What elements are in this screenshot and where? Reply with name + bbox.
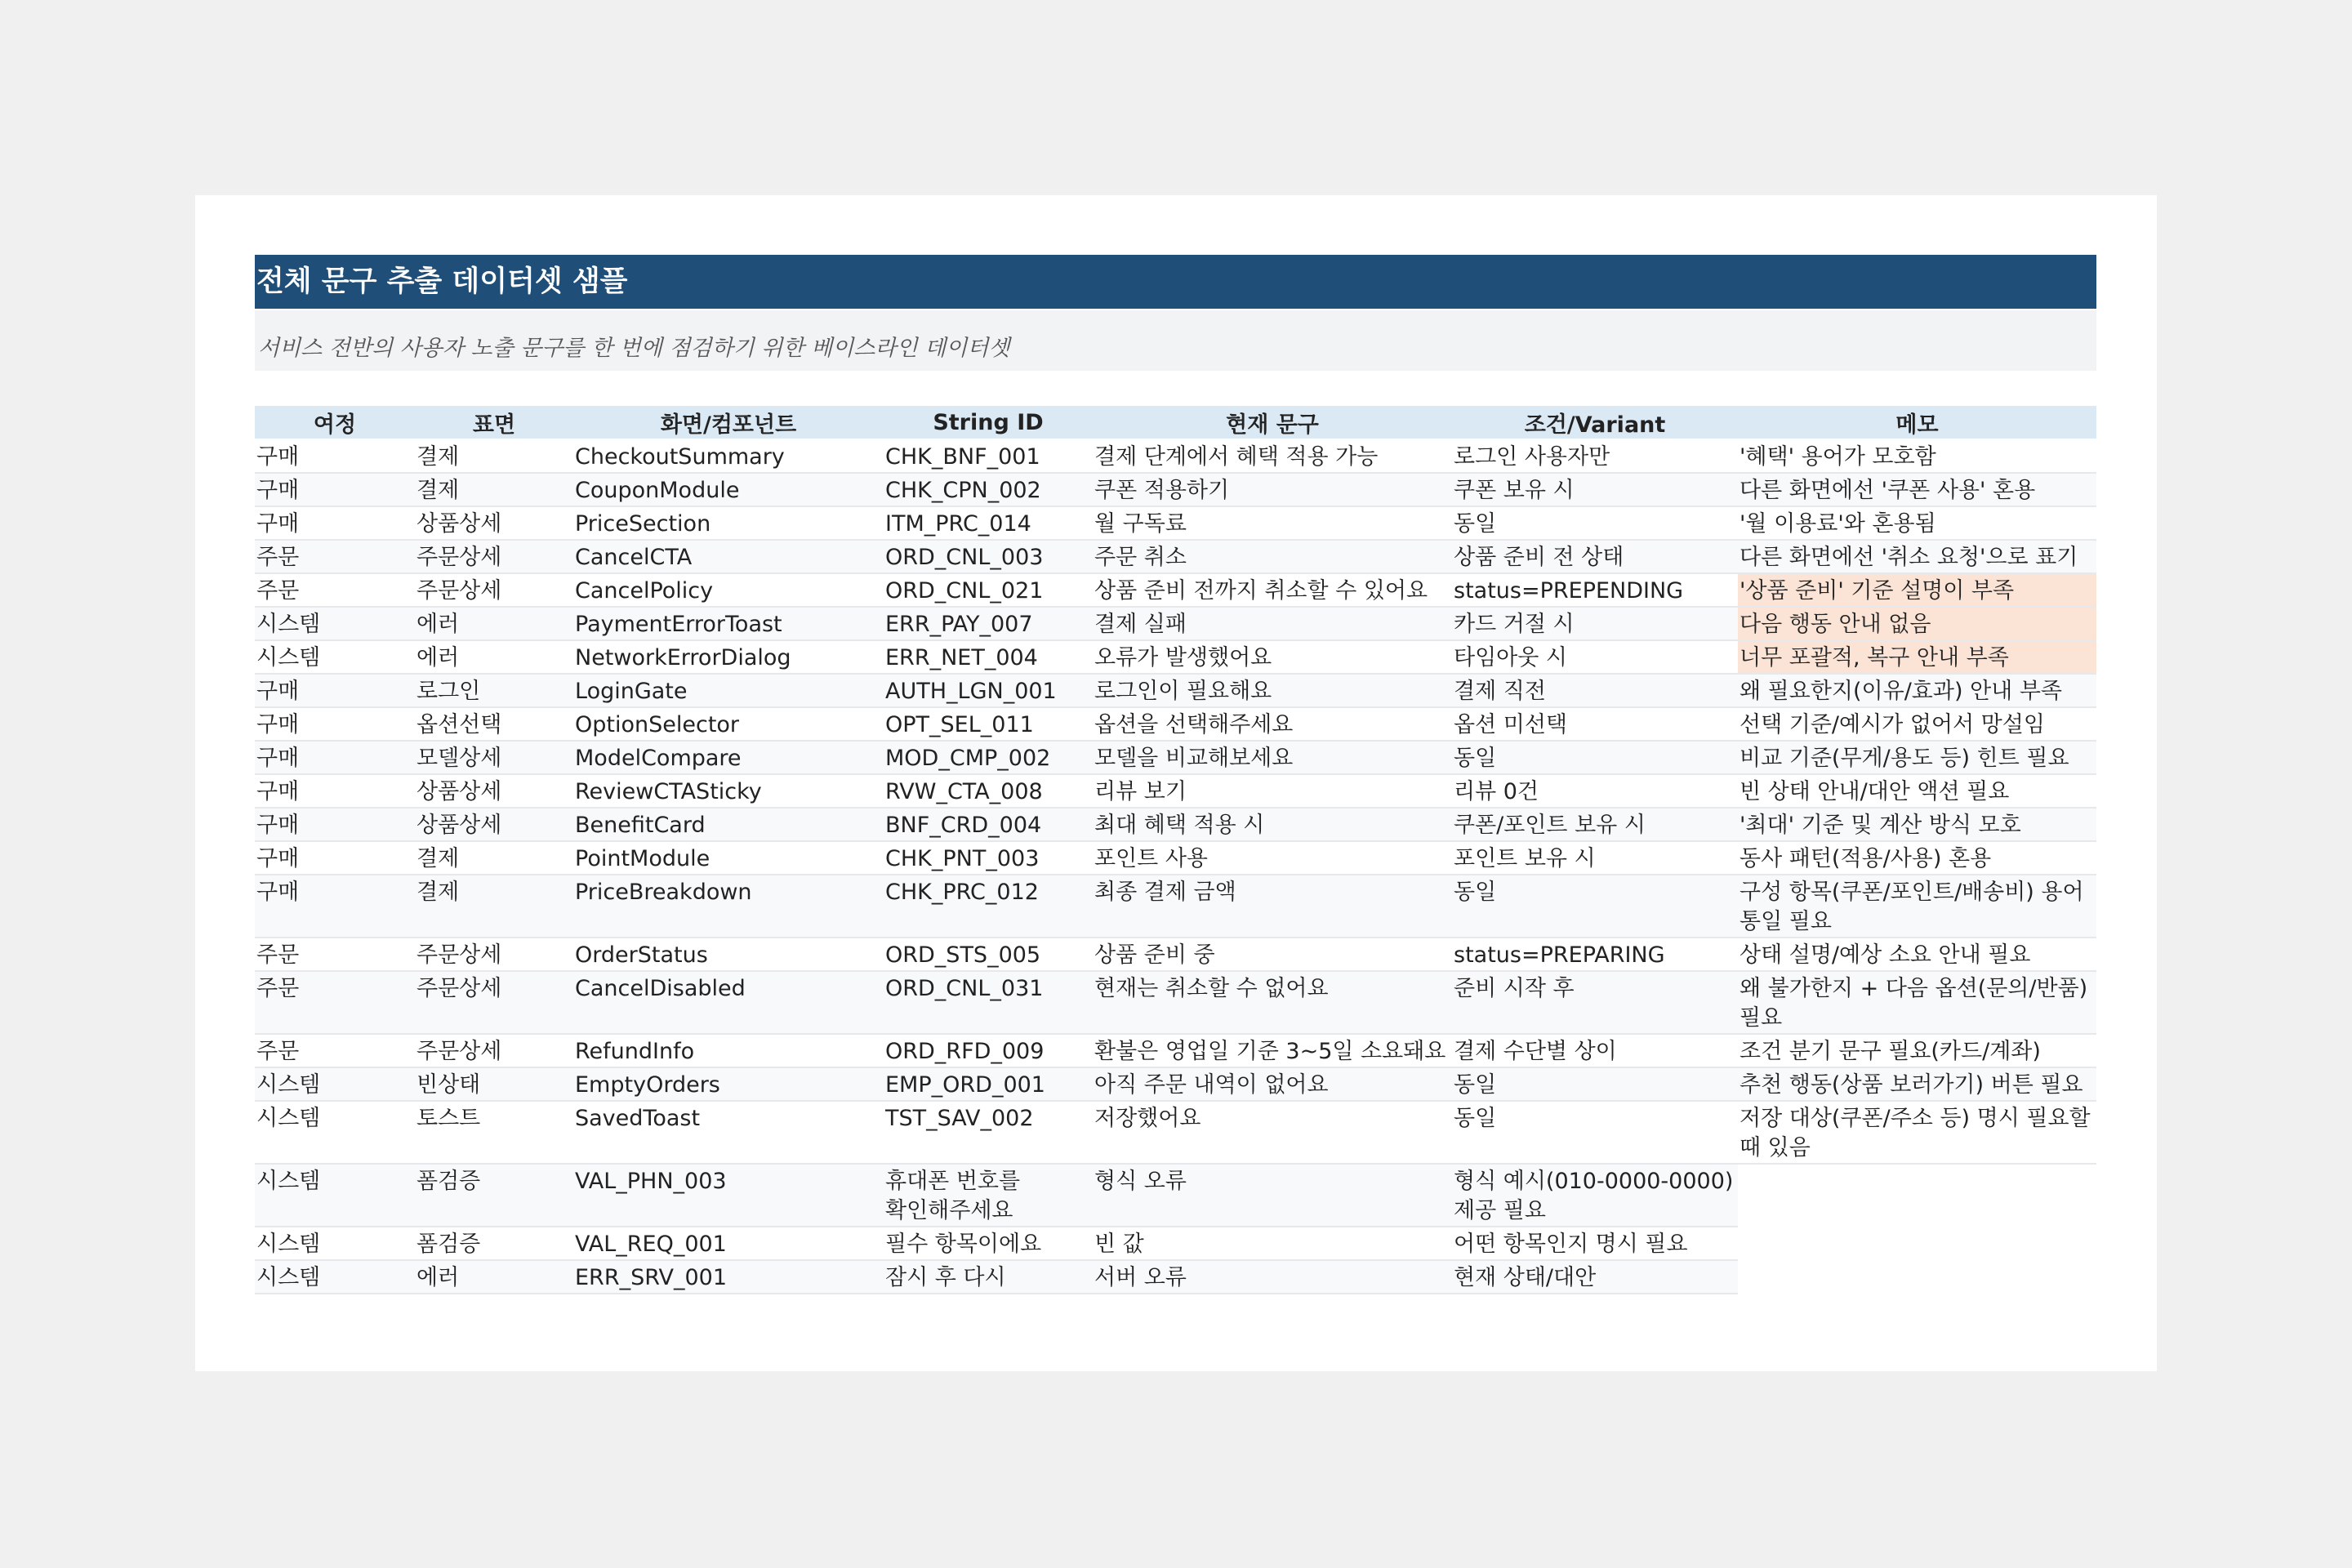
cell-journey: 구매 [255,808,415,841]
cell-string-id: ORD_CNL_021 [884,573,1093,607]
cell-screen-component: ReviewCTASticky [573,774,884,808]
cell-screen-component: CancelCTA [573,540,884,573]
table-row [255,674,2096,707]
cell-string-id: ORD_CNL_031 [884,971,1093,1034]
cell-string-id: RVW_CTA_008 [884,774,1093,808]
cell-string-id: CHK_PRC_012 [884,875,1093,938]
cell-surface: 에러 [415,640,573,674]
cell-screen-component: PriceSection [573,506,884,540]
cell-screen-component: CouponModule [573,473,884,506]
dataset-title: 전체 문구 추출 데이터셋 샘플 [255,255,2096,309]
cell-screen-component: ERR_SRV_001 [573,1260,884,1294]
cell-journey: 구매 [255,674,415,707]
cell-memo: '월 이용료'와 혼용됨 [1738,506,2096,540]
table-row [255,1260,2096,1294]
cell-current-copy: 아직 주문 내역이 없어요 [1093,1067,1452,1101]
cell-surface: 결제 [415,875,573,938]
cell-screen-component: CancelDisabled [573,971,884,1034]
cell-condition-variant: 카드 거절 시 [1452,607,1738,640]
cell-string-id: AUTH_LGN_001 [884,674,1093,707]
cell-condition-variant: 형식 예시(010-0000-0000) 제공 필요 [1452,1164,1738,1227]
cell-surface: 결제 [415,473,573,506]
table-row [255,607,2096,640]
cell-screen-component: RefundInfo [573,1034,884,1067]
cell-current-copy: 로그인이 필요해요 [1093,674,1452,707]
cell-condition-variant: 쿠폰 보유 시 [1452,473,1738,506]
cell-screen-component: PaymentErrorToast [573,607,884,640]
string-dataset-table [255,406,2096,1294]
header-screen-component: 화면/컴포넌트 [573,406,884,439]
cell-current-copy: 형식 오류 [1093,1164,1452,1227]
cell-current-copy: 월 구독료 [1093,506,1452,540]
cell-surface: 주문상세 [415,971,573,1034]
cell-string-id: ORD_RFD_009 [884,1034,1093,1067]
header-journey: 여정 [255,406,415,439]
cell-journey: 주문 [255,1034,415,1067]
cell-screen-component: NetworkErrorDialog [573,640,884,674]
cell-current-copy: 주문 취소 [1093,540,1452,573]
cell-condition-variant: 리뷰 0건 [1452,774,1738,808]
cell-surface: 주문상세 [415,540,573,573]
cell-surface: 빈상태 [415,1067,573,1101]
cell-string-id: CHK_PNT_003 [884,841,1093,875]
header-memo: 메모 [1738,406,2096,439]
cell-screen-component: VAL_REQ_001 [573,1227,884,1260]
cell-surface: 결제 [415,439,573,473]
cell-current-copy: 리뷰 보기 [1093,774,1452,808]
cell-string-id: ITM_PRC_014 [884,506,1093,540]
cell-journey: 주문 [255,971,415,1034]
cell-surface: 주문상세 [415,938,573,971]
cell-string-id: 필수 항목이에요 [884,1227,1093,1260]
cell-condition-variant: 로그인 사용자만 [1452,439,1738,473]
table-row [255,875,2096,938]
cell-condition-variant: 결제 직전 [1452,674,1738,707]
header-current-copy: 현재 문구 [1093,406,1452,439]
cell-surface: 주문상세 [415,573,573,607]
cell-string-id: BNF_CRD_004 [884,808,1093,841]
header-string-id: String ID [884,406,1093,439]
cell-journey: 구매 [255,439,415,473]
cell-surface: 폼검증 [415,1227,573,1260]
cell-surface: 에러 [415,1260,573,1294]
cell-memo: 저장 대상(쿠폰/주소 등) 명시 필요할 때 있음 [1738,1101,2096,1164]
table-row [255,439,2096,473]
cell-current-copy: 서버 오류 [1093,1260,1452,1294]
cell-condition-variant: 동일 [1452,1067,1738,1101]
cell-journey: 구매 [255,707,415,741]
header-condition-variant: 조건/Variant [1452,406,1738,439]
cell-condition-variant: 결제 수단별 상이 [1452,1034,1738,1067]
cell-current-copy: 저장했어요 [1093,1101,1452,1164]
cell-journey: 구매 [255,875,415,938]
cell-surface: 주문상세 [415,1034,573,1067]
cell-screen-component: OrderStatus [573,938,884,971]
cell-current-copy: 현재는 취소할 수 없어요 [1093,971,1452,1034]
cell-string-id: ORD_STS_005 [884,938,1093,971]
table-row [255,540,2096,573]
dataset-subtitle: 서비스 전반의 사용자 노출 문구를 한 번에 점검하기 위한 베이스라인 데이터셋 [255,310,2096,371]
table-header-row [255,406,2096,439]
table-row [255,640,2096,674]
cell-memo: 선택 기준/예시가 없어서 망설임 [1738,707,2096,741]
cell-journey: 구매 [255,506,415,540]
cell-screen-component: EmptyOrders [573,1067,884,1101]
cell-surface: 상품상세 [415,808,573,841]
cell-surface: 토스트 [415,1101,573,1164]
cell-condition-variant: status=PREPENDING [1452,573,1738,607]
cell-memo [1738,1260,2096,1294]
cell-condition-variant: 동일 [1452,1101,1738,1164]
cell-current-copy: 모델을 비교해보세요 [1093,741,1452,774]
cell-string-id: 잠시 후 다시 [884,1260,1093,1294]
cell-journey: 시스템 [255,1164,415,1227]
cell-memo: '최대' 기준 및 계산 방식 모호 [1738,808,2096,841]
cell-surface: 결제 [415,841,573,875]
table-row [255,506,2096,540]
table-row [255,808,2096,841]
cell-journey: 주문 [255,938,415,971]
cell-surface: 에러 [415,607,573,640]
cell-memo: 다른 화면에선 '쿠폰 사용' 혼용 [1738,473,2096,506]
cell-current-copy: 빈 값 [1093,1227,1452,1260]
cell-condition-variant: 포인트 보유 시 [1452,841,1738,875]
cell-string-id: MOD_CMP_002 [884,741,1093,774]
cell-current-copy: 오류가 발생했어요 [1093,640,1452,674]
table-row [255,473,2096,506]
cell-memo [1738,1227,2096,1260]
cell-memo: '상품 준비' 기준 설명이 부족 [1738,573,2096,607]
table-row [255,938,2096,971]
table-row [255,1034,2096,1067]
cell-screen-component: VAL_PHN_003 [573,1164,884,1227]
cell-memo: 구성 항목(쿠폰/포인트/배송비) 용어 통일 필요 [1738,875,2096,938]
cell-current-copy: 결제 실패 [1093,607,1452,640]
cell-journey: 시스템 [255,640,415,674]
table-row [255,841,2096,875]
cell-current-copy: 포인트 사용 [1093,841,1452,875]
cell-current-copy: 최종 결제 금액 [1093,875,1452,938]
cell-journey: 시스템 [255,1260,415,1294]
cell-memo: 상태 설명/예상 소요 안내 필요 [1738,938,2096,971]
table-row [255,1164,2096,1227]
cell-memo: 동사 패턴(적용/사용) 혼용 [1738,841,2096,875]
cell-memo: 너무 포괄적, 복구 안내 부족 [1738,640,2096,674]
cell-current-copy: 환불은 영업일 기준 3~5일 소요돼요 [1093,1034,1452,1067]
cell-journey: 구매 [255,473,415,506]
cell-current-copy: 최대 혜택 적용 시 [1093,808,1452,841]
spreadsheet-page [195,195,2157,1371]
cell-screen-component: LoginGate [573,674,884,707]
cell-journey: 주문 [255,573,415,607]
header-surface: 표면 [415,406,573,439]
cell-screen-component: CancelPolicy [573,573,884,607]
cell-surface: 상품상세 [415,774,573,808]
cell-condition-variant: 현재 상태/대안 [1452,1260,1738,1294]
cell-memo [1738,1164,2096,1227]
cell-condition-variant: 쿠폰/포인트 보유 시 [1452,808,1738,841]
cell-journey: 시스템 [255,1067,415,1101]
cell-string-id: OPT_SEL_011 [884,707,1093,741]
table-row [255,1227,2096,1260]
table-row [255,971,2096,1034]
cell-current-copy: 옵션을 선택해주세요 [1093,707,1452,741]
cell-memo: 왜 필요한지(이유/효과) 안내 부족 [1738,674,2096,707]
cell-current-copy: 쿠폰 적용하기 [1093,473,1452,506]
cell-condition-variant: status=PREPARING [1452,938,1738,971]
cell-string-id: 휴대폰 번호를 확인해주세요 [884,1164,1093,1227]
cell-string-id: ORD_CNL_003 [884,540,1093,573]
table-row [255,741,2096,774]
cell-memo: 추천 행동(상품 보러가기) 버튼 필요 [1738,1067,2096,1101]
cell-surface: 모델상세 [415,741,573,774]
table-row [255,774,2096,808]
cell-current-copy: 결제 단계에서 혜택 적용 가능 [1093,439,1452,473]
cell-string-id: EMP_ORD_001 [884,1067,1093,1101]
cell-memo: 빈 상태 안내/대안 액션 필요 [1738,774,2096,808]
cell-condition-variant: 동일 [1452,506,1738,540]
cell-condition-variant: 상품 준비 전 상태 [1452,540,1738,573]
cell-condition-variant: 동일 [1452,741,1738,774]
cell-screen-component: BenefitCard [573,808,884,841]
cell-journey: 구매 [255,774,415,808]
cell-screen-component: PointModule [573,841,884,875]
table-row [255,1067,2096,1101]
cell-string-id: ERR_NET_004 [884,640,1093,674]
cell-memo: '혜택' 용어가 모호함 [1738,439,2096,473]
cell-journey: 구매 [255,841,415,875]
cell-screen-component: CheckoutSummary [573,439,884,473]
cell-journey: 시스템 [255,1227,415,1260]
cell-current-copy: 상품 준비 중 [1093,938,1452,971]
cell-string-id: CHK_BNF_001 [884,439,1093,473]
table-row [255,707,2096,741]
cell-screen-component: SavedToast [573,1101,884,1164]
cell-journey: 구매 [255,741,415,774]
cell-journey: 주문 [255,540,415,573]
cell-condition-variant: 준비 시작 후 [1452,971,1738,1034]
table-body [255,439,2096,1294]
cell-memo: 왜 불가한지 + 다음 옵션(문의/반품) 필요 [1738,971,2096,1034]
cell-surface: 상품상세 [415,506,573,540]
cell-surface: 옵션선택 [415,707,573,741]
cell-memo: 비교 기준(무게/용도 등) 힌트 필요 [1738,741,2096,774]
cell-screen-component: PriceBreakdown [573,875,884,938]
cell-current-copy: 상품 준비 전까지 취소할 수 있어요 [1093,573,1452,607]
cell-surface: 폼검증 [415,1164,573,1227]
cell-condition-variant: 어떤 항목인지 명시 필요 [1452,1227,1738,1260]
cell-journey: 시스템 [255,1101,415,1164]
cell-screen-component: OptionSelector [573,707,884,741]
table-row [255,1101,2096,1164]
cell-memo: 다음 행동 안내 없음 [1738,607,2096,640]
table-row [255,573,2096,607]
cell-condition-variant: 타임아웃 시 [1452,640,1738,674]
cell-memo: 조건 분기 문구 필요(카드/계좌) [1738,1034,2096,1067]
cell-screen-component: ModelCompare [573,741,884,774]
cell-string-id: CHK_CPN_002 [884,473,1093,506]
cell-string-id: TST_SAV_002 [884,1101,1093,1164]
cell-memo: 다른 화면에선 '취소 요청'으로 표기 [1738,540,2096,573]
cell-surface: 로그인 [415,674,573,707]
cell-journey: 시스템 [255,607,415,640]
cell-condition-variant: 옵션 미선택 [1452,707,1738,741]
cell-string-id: ERR_PAY_007 [884,607,1093,640]
cell-condition-variant: 동일 [1452,875,1738,938]
